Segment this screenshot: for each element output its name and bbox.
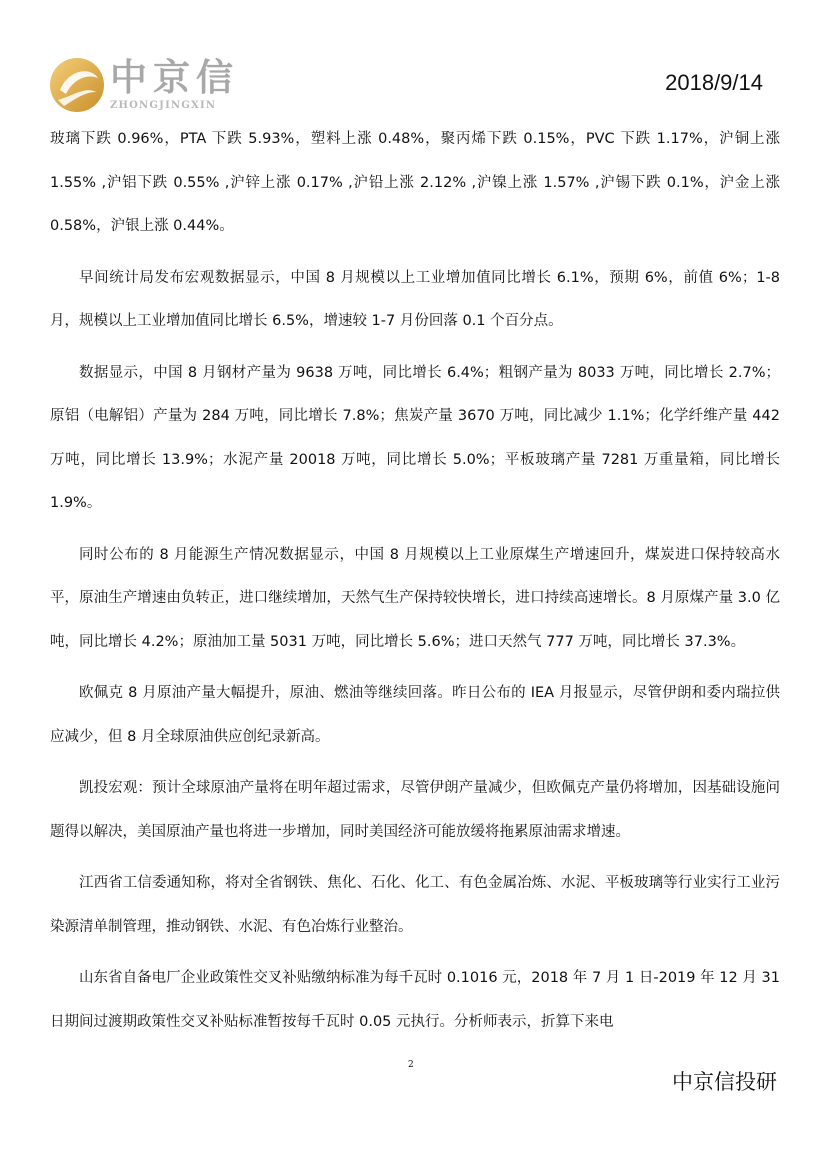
logo-chinese-name: 中京信 [110, 56, 239, 99]
logo-english-name: ZHONGJINGXIN [110, 100, 217, 111]
footer-brand: 中京信投研 [672, 1070, 777, 1094]
company-logo [48, 50, 248, 120]
paragraph: 数据显示，中国 8 月钢材产量为 9638 万吨，同比增长 6.4%；粗钢产量为 8033 万吨，同比增长 2.7%；原铝（电解铝）产量为 284 万吨，同比增长 7.8%；焦炭产量 3670 万吨，同比减少 1.1%；化学纤维产量 442 万吨，同比增长 13.9%；水泥产量 20018 万吨，同比增长 5.0%；平板玻璃产量 7281 万重量箱，同比增长 1.9%。 [50, 364, 780, 511]
page-number: 2 [408, 1060, 414, 1070]
report-date: 2018/9/14 [665, 70, 763, 95]
paragraph: 山东省自备电厂企业政策性交叉补贴缴纳标准为每千瓦时 0.1016 元，2018 年 7 月 1 日-2019 年 12 月 31 日期间过渡期政策性交叉补贴标准暂按每千瓦时 0.05 元执行。分析师表示，折算下来电 [50, 970, 780, 1030]
document-body [50, 118, 780, 1052]
paragraph: 江西省工信委通知称，将对全省钢铁、焦化、石化、化工、有色金属冶炼、水泥、平板玻璃等行业实行工业污染源清单制管理，推动钢铁、水泥、有色冶炼行业整治。 [50, 875, 780, 935]
paragraph: 同时公布的 8 月能源生产情况数据显示，中国 8 月规模以上工业原煤生产增速回升，煤炭进口保持较高水平，原油生产增速由负转正，进口继续增加，天然气生产保持较快增长，进口持续高速增长。8 月原煤产量 3.0 亿吨，同比增长 4.2%；原油加工量 5031 万吨，同比增长 5.6%；进口天然气 777 万吨，同比增长 37.3%。 [50, 546, 780, 650]
page-header [48, 50, 779, 120]
paragraph: 早间统计局发布宏观数据显示，中国 8 月规模以上工业增加值同比增长 6.1%，预期 6%，前值 6%；1-8 月，规模以上工业增加值同比增长 6.5%，增速较 1-7 月份回落 0.1 个百分点。 [50, 269, 780, 329]
paragraph: 玻璃下跌 0.96%，PTA 下跌 5.93%，塑料上涨 0.48%，聚丙烯下跌 0.15%，PVC 下跌 1.17%，沪铜上涨 1.55% ,沪铝下跌 0.55% ,沪锌上涨 0.17% ,沪铅上涨 2.12% ,沪镍上涨 1.57% ,沪锡下跌 0.1%，沪金上涨 0.58%，沪银上涨 0.44%。 [50, 131, 780, 234]
paragraph: 凯投宏观：预计全球原油产量将在明年超过需求，尽管伊朗产量减少，但欧佩克产量仍将增加，因基础设施问题得以解决，美国原油产量也将进一步增加，同时美国经济可能放缓将拖累原油需求增速。 [50, 780, 780, 840]
paragraph: 欧佩克 8 月原油产量大幅提升，原油、燃油等继续回落。昨日公布的 IEA 月报显示，尽管伊朗和委内瑞拉供应减少，但 8 月全球原油供应创纪录新高。 [50, 685, 780, 745]
logo-emblem-icon [48, 56, 106, 114]
